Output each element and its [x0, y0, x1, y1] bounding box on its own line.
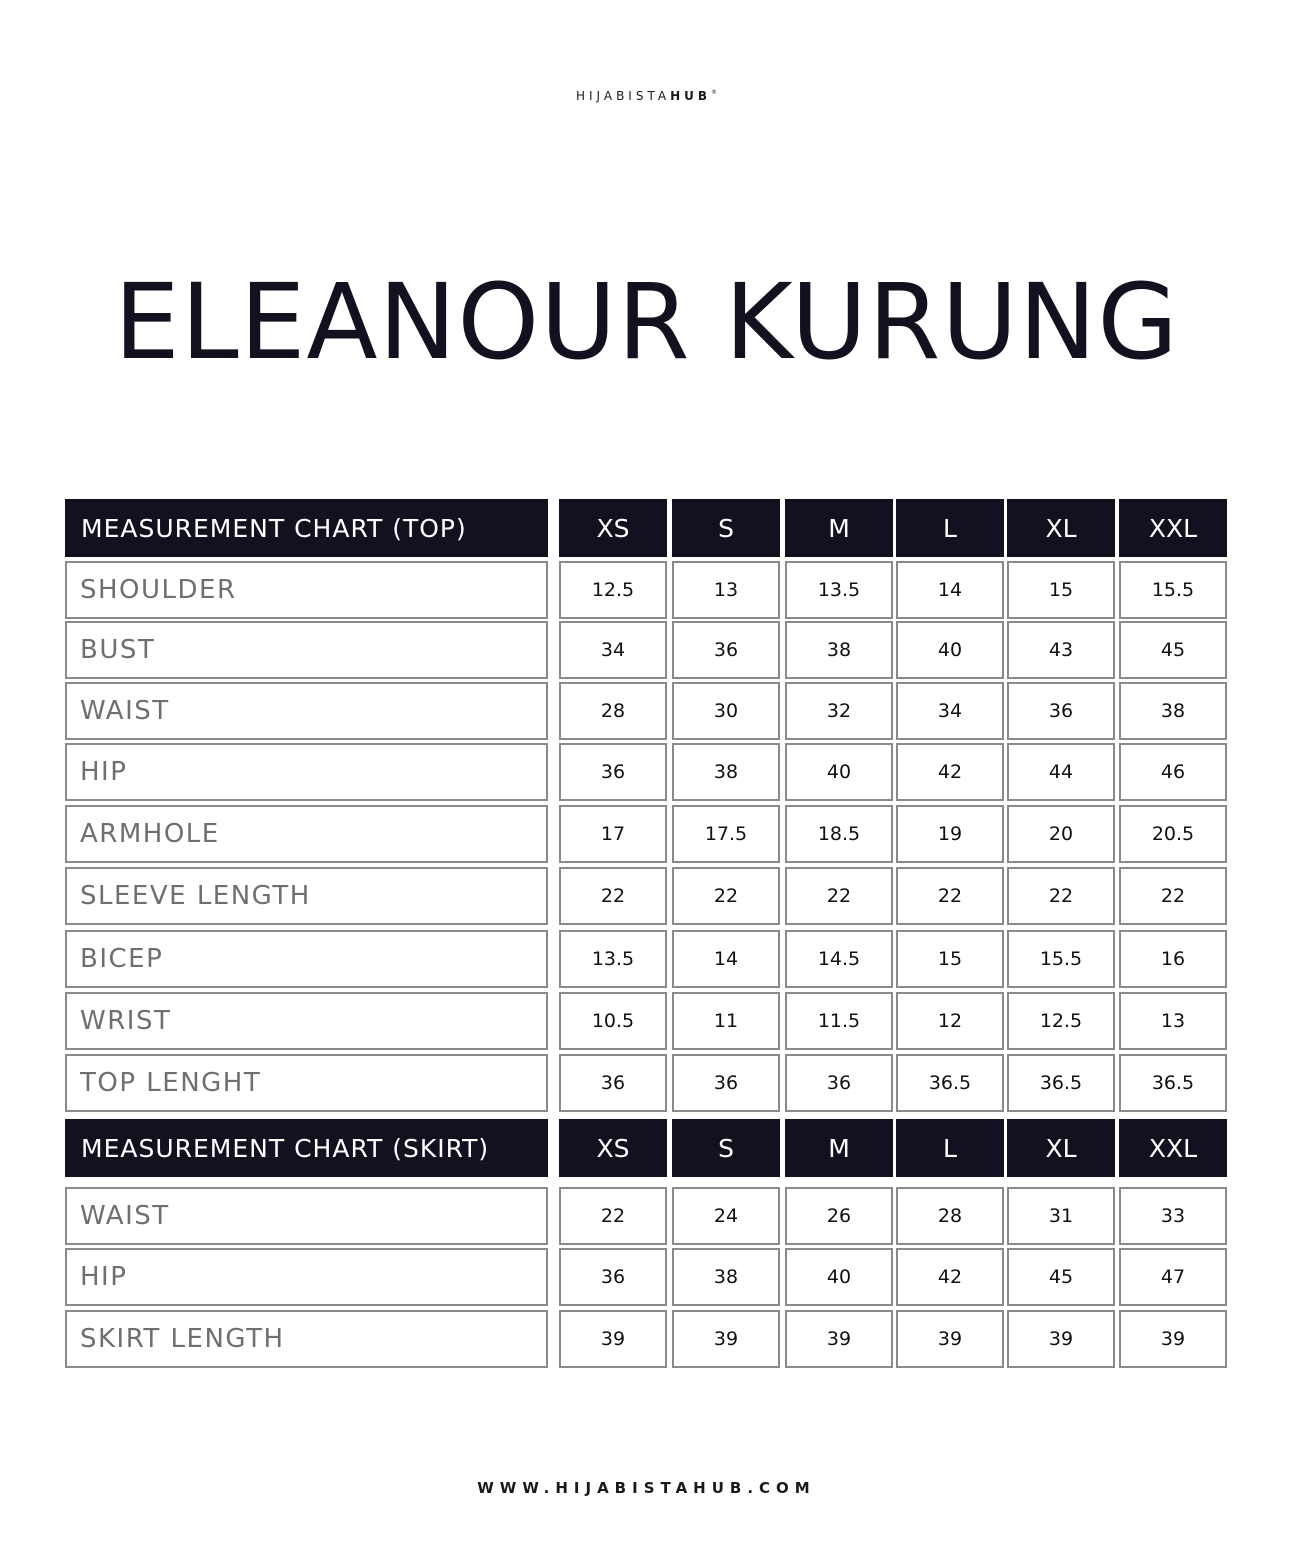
measurement-label: TOP LENGHT: [65, 1054, 548, 1112]
table-row-top: [0, 805, 1293, 863]
measurement-label: BUST: [65, 621, 548, 679]
measurement-value: 19: [896, 805, 1004, 863]
measurement-value: 38: [1119, 682, 1227, 740]
brand-name-bold: HUB: [670, 89, 712, 103]
size-header-s: S: [672, 1119, 780, 1177]
measurement-value: 18.5: [785, 805, 893, 863]
measurement-value: 22: [559, 1187, 667, 1245]
measurement-value: 36: [559, 743, 667, 801]
measurement-value: 40: [785, 743, 893, 801]
measurement-value: 44: [1007, 743, 1115, 801]
measurement-value: 39: [672, 1310, 780, 1368]
measurement-value: 39: [785, 1310, 893, 1368]
measurement-value: 22: [672, 867, 780, 925]
measurement-value: 47: [1119, 1248, 1227, 1306]
brand-name-light: HIJABISTA: [575, 89, 671, 103]
measurement-value: 38: [785, 621, 893, 679]
measurement-value: 40: [896, 621, 1004, 679]
size-header-xl: XL: [1007, 1119, 1115, 1177]
measurement-value: 22: [896, 867, 1004, 925]
measurement-value: 28: [559, 682, 667, 740]
measurement-value: 15: [896, 930, 1004, 988]
registered-mark: ®: [711, 89, 718, 96]
measurement-value: 20: [1007, 805, 1115, 863]
measurement-value: 36.5: [896, 1054, 1004, 1112]
measurement-value: 12: [896, 992, 1004, 1050]
measurement-value: 34: [896, 682, 1004, 740]
measurement-value: 42: [896, 743, 1004, 801]
measurement-value: 15.5: [1119, 561, 1227, 619]
measurement-value: 39: [896, 1310, 1004, 1368]
measurement-value: 46: [1119, 743, 1227, 801]
measurement-label: SHOULDER: [65, 561, 548, 619]
measurement-value: 31: [1007, 1187, 1115, 1245]
measurement-value: 39: [559, 1310, 667, 1368]
measurement-label: HIP: [65, 1248, 548, 1306]
measurement-value: 14: [896, 561, 1004, 619]
size-header-m: M: [785, 1119, 893, 1177]
table-row-skirt: [0, 1248, 1293, 1306]
measurement-value: 32: [785, 682, 893, 740]
header-row-top: [0, 499, 1293, 557]
measurement-value: 36: [559, 1248, 667, 1306]
table-row-top: [0, 682, 1293, 740]
table-row-skirt: [0, 1310, 1293, 1368]
size-header-xxl: XXL: [1119, 499, 1227, 557]
measurement-label: HIP: [65, 743, 548, 801]
size-header-l: L: [896, 1119, 1004, 1177]
table-row-top: [0, 992, 1293, 1050]
measurement-value: 15.5: [1007, 930, 1115, 988]
measurement-value: 45: [1119, 621, 1227, 679]
measurement-value: 11: [672, 992, 780, 1050]
table-row-top: [0, 1054, 1293, 1112]
brand-logo: [0, 89, 1293, 103]
measurement-value: 36: [1007, 682, 1115, 740]
measurement-value: 14.5: [785, 930, 893, 988]
footer-url: WWW.HIJABISTAHUB.COM: [477, 1479, 816, 1497]
measurement-value: 13.5: [559, 930, 667, 988]
table-row-top: [0, 561, 1293, 619]
table-row-top: [0, 621, 1293, 679]
chart-header-top: MEASUREMENT CHART (TOP): [65, 499, 548, 557]
measurement-value: 30: [672, 682, 780, 740]
measurement-value: 13: [1119, 992, 1227, 1050]
measurement-value: 36.5: [1007, 1054, 1115, 1112]
table-row-top: [0, 743, 1293, 801]
measurement-label: ARMHOLE: [65, 805, 548, 863]
table-row-skirt: [0, 1187, 1293, 1245]
measurement-value: 39: [1007, 1310, 1115, 1368]
size-header-l: L: [896, 499, 1004, 557]
measurement-value: 36: [559, 1054, 667, 1112]
size-header-m: M: [785, 499, 893, 557]
measurement-value: 17.5: [672, 805, 780, 863]
measurement-value: 39: [1119, 1310, 1227, 1368]
measurement-value: 34: [559, 621, 667, 679]
measurement-value: 22: [1007, 867, 1115, 925]
page-title: ELEANOUR KURUNG: [114, 261, 1179, 383]
measurement-value: 11.5: [785, 992, 893, 1050]
measurement-value: 12.5: [559, 561, 667, 619]
measurement-value: 17: [559, 805, 667, 863]
measurement-label: SLEEVE LENGTH: [65, 867, 548, 925]
measurement-value: 10.5: [559, 992, 667, 1050]
measurement-value: 42: [896, 1248, 1004, 1306]
measurement-value: 12.5: [1007, 992, 1115, 1050]
header-row-skirt: [0, 1119, 1293, 1177]
measurement-value: 28: [896, 1187, 1004, 1245]
size-header-xxl: XXL: [1119, 1119, 1227, 1177]
measurement-label: WAIST: [65, 682, 548, 740]
measurement-value: 40: [785, 1248, 893, 1306]
chart-header-skirt: MEASUREMENT CHART (SKIRT): [65, 1119, 548, 1177]
measurement-value: 36: [672, 621, 780, 679]
table-row-top: [0, 930, 1293, 988]
measurement-value: 22: [1119, 867, 1227, 925]
measurement-value: 36.5: [1119, 1054, 1227, 1112]
measurement-value: 20.5: [1119, 805, 1227, 863]
measurement-value: 43: [1007, 621, 1115, 679]
measurement-value: 15: [1007, 561, 1115, 619]
measurement-value: 33: [1119, 1187, 1227, 1245]
measurement-value: 24: [672, 1187, 780, 1245]
measurement-value: 38: [672, 1248, 780, 1306]
measurement-value: 36: [785, 1054, 893, 1112]
size-header-xl: XL: [1007, 499, 1115, 557]
measurement-value: 22: [559, 867, 667, 925]
measurement-value: 36: [672, 1054, 780, 1112]
measurement-label: WRIST: [65, 992, 548, 1050]
measurement-value: 45: [1007, 1248, 1115, 1306]
measurement-value: 22: [785, 867, 893, 925]
measurement-value: 14: [672, 930, 780, 988]
table-row-top: [0, 867, 1293, 925]
measurement-value: 16: [1119, 930, 1227, 988]
measurement-label: WAIST: [65, 1187, 548, 1245]
measurement-label: BICEP: [65, 930, 548, 988]
size-header-xs: XS: [559, 1119, 667, 1177]
measurement-value: 13.5: [785, 561, 893, 619]
measurement-value: 38: [672, 743, 780, 801]
measurement-label: SKIRT LENGTH: [65, 1310, 548, 1368]
measurement-value: 13: [672, 561, 780, 619]
size-header-s: S: [672, 499, 780, 557]
size-header-xs: XS: [559, 499, 667, 557]
measurement-value: 26: [785, 1187, 893, 1245]
